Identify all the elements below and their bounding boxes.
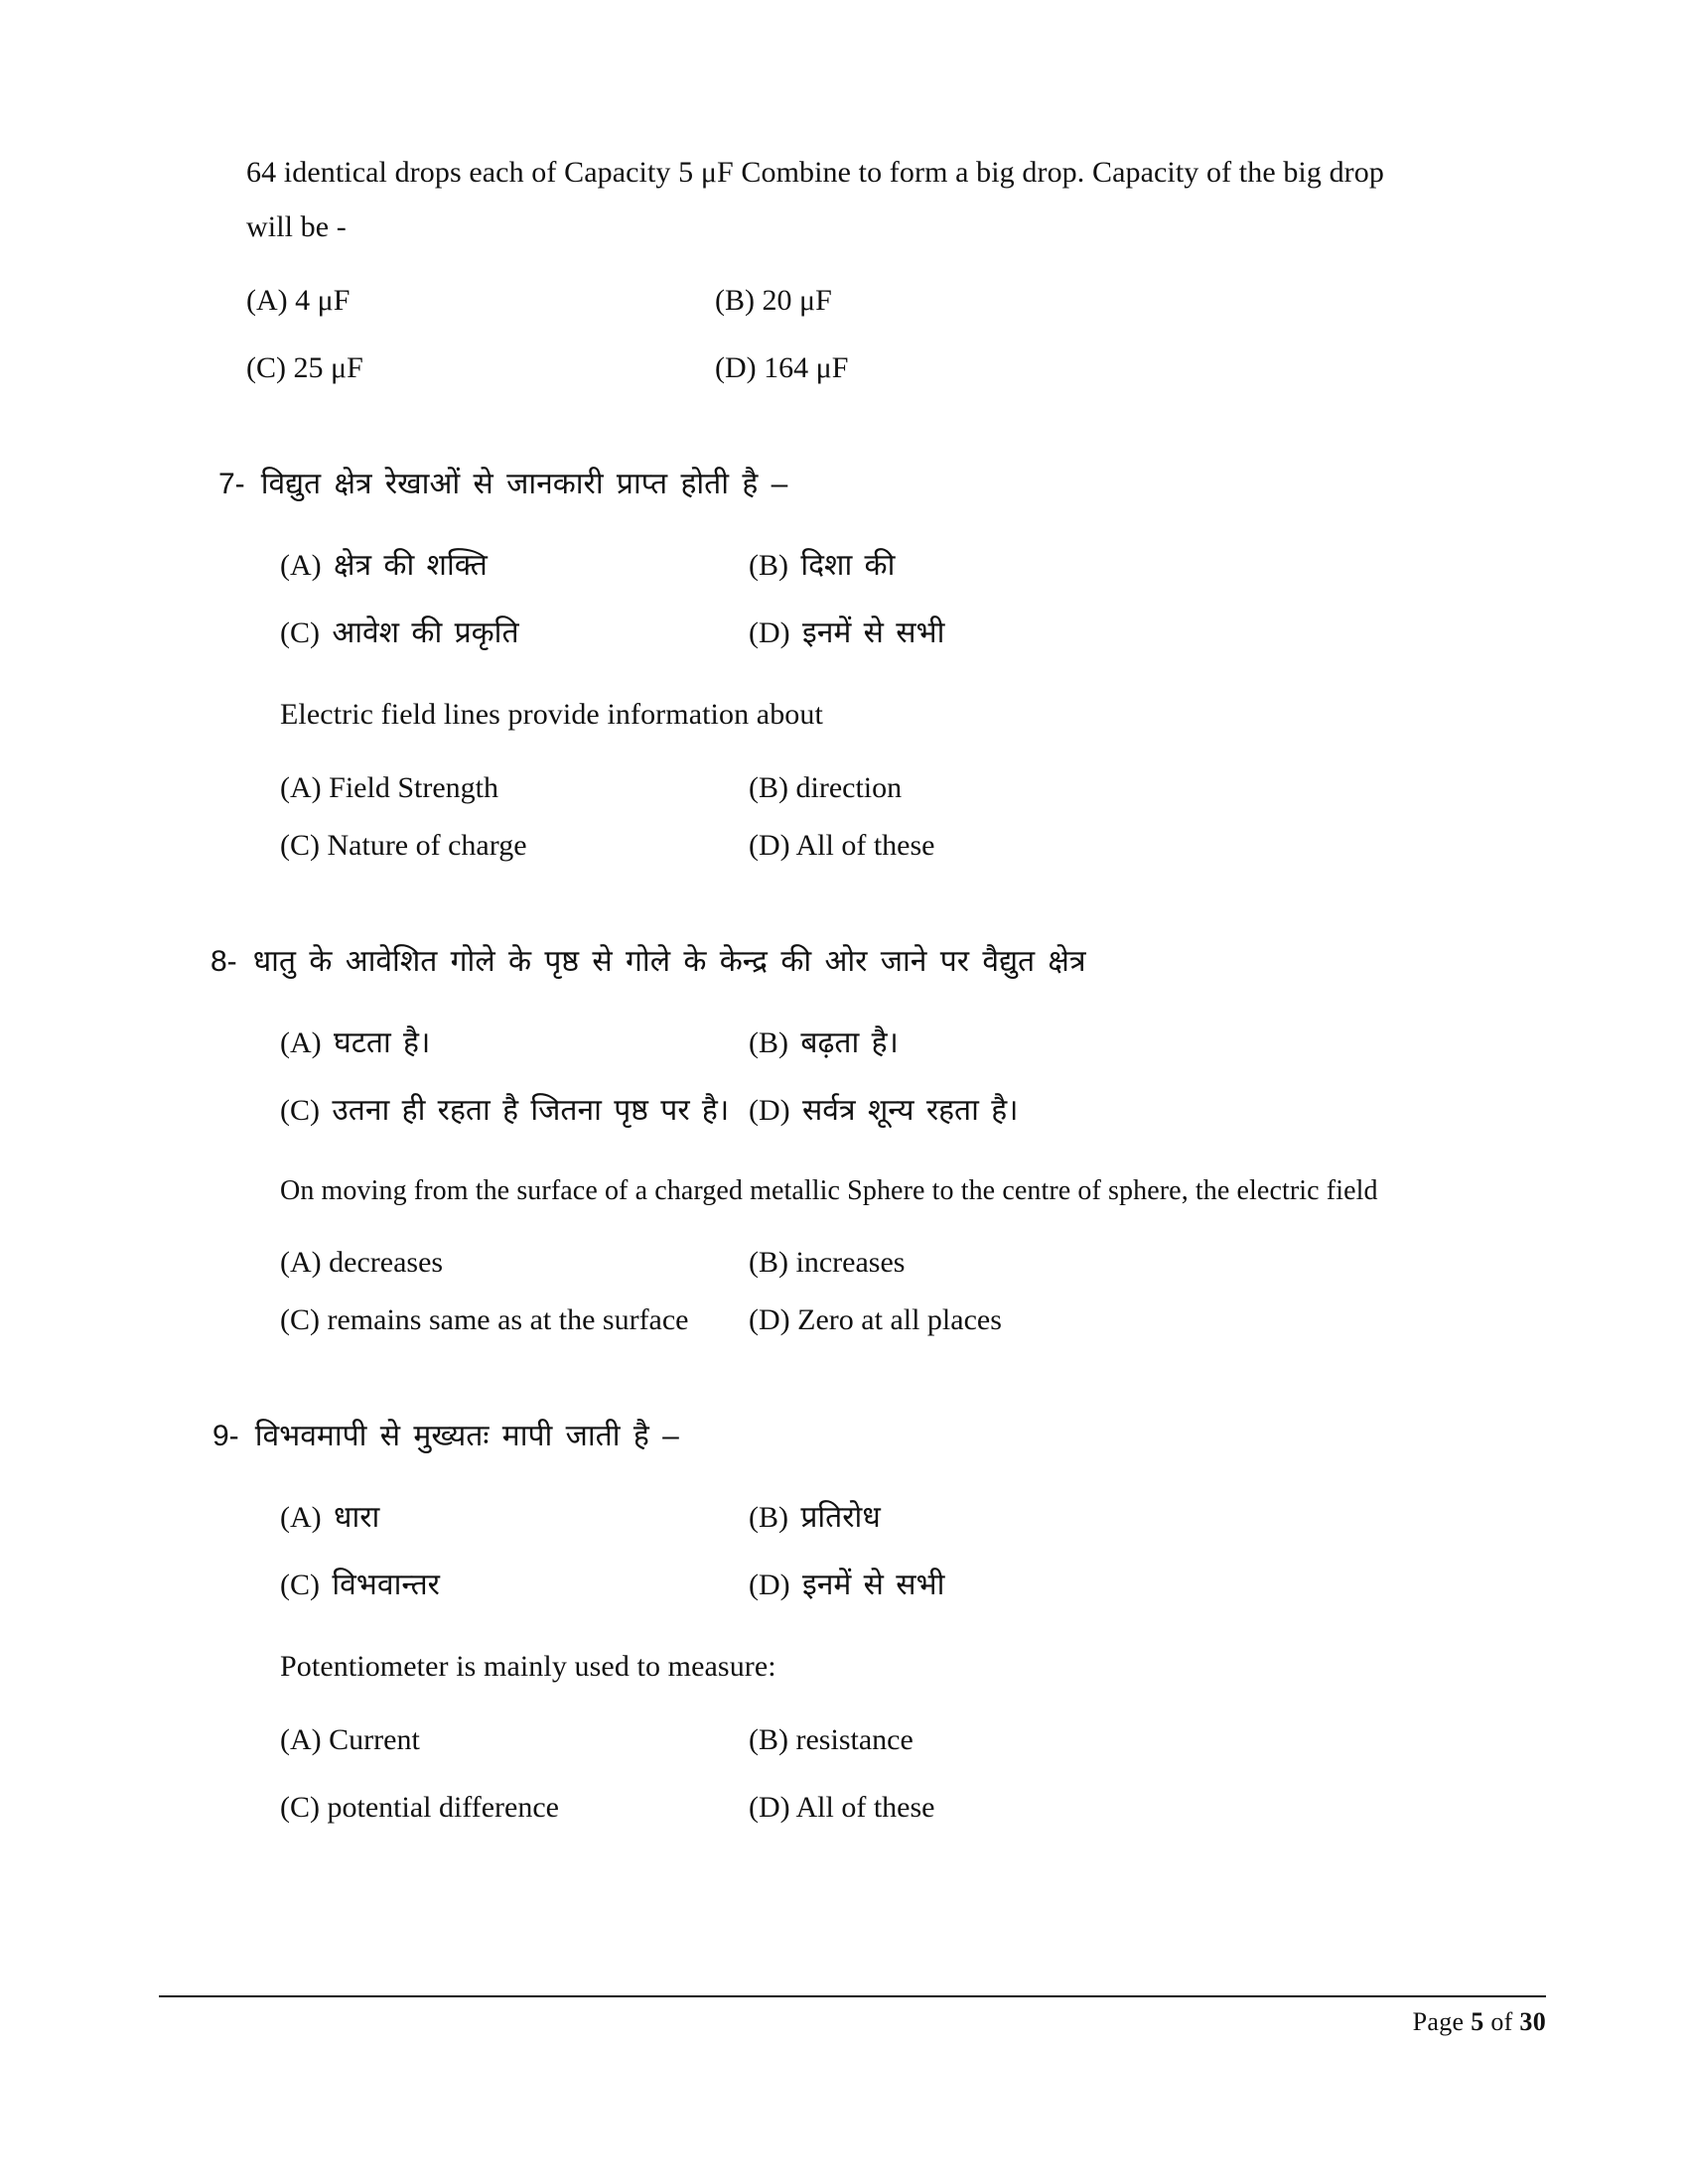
spacer (218, 508, 1468, 542)
option-text: 164 μF (764, 351, 849, 385)
question-stem-q9-en: Potentiometer is mainly used to measure: (280, 1649, 776, 1683)
option-q8-hi-d[interactable] (749, 1087, 1468, 1135)
option-label: (B) (749, 771, 788, 805)
question-stem-q8-en: On moving from the surface of a charged metallic Sphere to the centre of sphere, the electric field (280, 1174, 1378, 1206)
option-row-q8-en-ab (280, 1239, 1468, 1287)
option-label: (A) (280, 1723, 322, 1757)
option-label: (B) (749, 548, 788, 582)
option-label: (C) (280, 1568, 320, 1601)
option-q9-hi-d[interactable] (749, 1562, 1468, 1609)
option-text: 4 μF (295, 284, 351, 318)
option-label: (A) (280, 1246, 322, 1280)
option-label: (B) (715, 284, 755, 318)
option-q7-hi-a[interactable] (280, 542, 749, 590)
option-q7-en-d[interactable] (749, 822, 1468, 870)
question-number-q7: 7- (218, 468, 245, 501)
option-q9-hi-a[interactable] (280, 1494, 749, 1542)
spacer (280, 590, 1468, 610)
footer-of-label: of (1490, 2007, 1513, 2036)
option-row-q7-hi-cd (280, 610, 1468, 657)
option-label: (A) (280, 548, 322, 582)
footer-page-label: Page (1412, 2007, 1465, 2036)
option-row-q8-hi-ab (280, 1020, 1468, 1067)
option-label: (D) (749, 1303, 790, 1337)
question-stem-q6-line1: 64 identical drops each of Capacity 5 μF Combine to form a big drop. Capacity of the big drop (246, 156, 1384, 189)
option-q6-b[interactable] (715, 277, 1468, 325)
option-text: विभवान्तर (332, 1568, 440, 1601)
question-stem-q9-hi (212, 1414, 1468, 1460)
spacer (280, 1067, 1468, 1087)
option-label: (B) (749, 1246, 788, 1280)
option-q7-hi-d[interactable] (749, 610, 1468, 657)
question-stem-q7-en: Electric field lines provide information about (280, 697, 823, 731)
option-label: (B) (749, 1500, 788, 1534)
option-text: बढ़ता है। (800, 1025, 899, 1059)
option-label: (A) (280, 1500, 322, 1534)
spacer (280, 1609, 1468, 1643)
option-q6-a[interactable] (246, 277, 715, 325)
spacer (280, 1219, 1468, 1239)
spacer (280, 1135, 1468, 1168)
option-text: धारा (334, 1500, 380, 1534)
footer-page-indicator (1413, 2007, 1546, 2037)
option-text: दिशा की (800, 548, 896, 582)
spacer (212, 1460, 1468, 1494)
spacer (246, 257, 1468, 277)
spacer (280, 812, 1468, 822)
option-text: 20 μF (762, 284, 832, 318)
spacer (280, 657, 1468, 691)
option-label: (A) (280, 1025, 322, 1059)
option-q7-en-b[interactable] (749, 764, 1468, 812)
option-q7-en-a[interactable] (280, 764, 749, 812)
option-q9-hi-c[interactable] (280, 1562, 749, 1609)
spacer (246, 325, 1468, 344)
option-q8-hi-b[interactable] (749, 1020, 1468, 1067)
option-row-q8-hi-cd (280, 1087, 1468, 1135)
option-q6-c[interactable] (246, 344, 715, 392)
option-q7-hi-b[interactable] (749, 542, 1468, 590)
spacer (280, 1764, 1468, 1784)
option-label: (C) (246, 351, 286, 385)
footer-total-pages: 30 (1519, 2007, 1546, 2036)
spacer (280, 1287, 1468, 1297)
option-q8-en-c[interactable] (280, 1297, 749, 1344)
option-text: direction (795, 771, 903, 805)
option-text: potential difference (327, 1791, 559, 1825)
option-row-q6-cd (246, 344, 1468, 392)
question-text-q7-hi: विद्युत क्षेत्र रेखाओं से जानकारी प्राप्त होती है – (260, 468, 788, 501)
question-block-q8 (211, 939, 1468, 1344)
spacer (280, 745, 1468, 764)
option-q6-d[interactable] (715, 344, 1468, 392)
question-block-q7 (218, 462, 1468, 870)
option-q9-en-a[interactable] (280, 1716, 749, 1764)
question-block-q6 (246, 149, 1468, 392)
question-number-q8: 8- (211, 945, 237, 979)
question-text-q8-hi: धातु के आवेशित गोले के पृष्ठ से गोले के केन्द्र की ओर जाने पर वैद्युत क्षेत्र (252, 945, 1086, 979)
option-text: Field Strength (329, 771, 498, 805)
option-label: (C) (280, 615, 320, 649)
option-text: सर्वत्र शून्य रहता है। (802, 1093, 1019, 1127)
option-label: (D) (749, 1093, 790, 1127)
question-text-q9-hi: विभवमापी से मुख्यतः मापी जाती है – (254, 1420, 679, 1453)
question-stem-q7-hi (218, 462, 1468, 508)
option-text: इनमें से सभी (802, 615, 945, 649)
option-q8-hi-c[interactable] (280, 1087, 749, 1135)
option-label: (B) (749, 1025, 788, 1059)
option-label: (A) (280, 771, 322, 805)
question-block-q9 (212, 1414, 1468, 1832)
option-q8-en-a[interactable] (280, 1239, 749, 1287)
option-row-q9-hi-cd (280, 1562, 1468, 1609)
option-label: (D) (749, 829, 790, 863)
option-label: (C) (280, 1791, 320, 1825)
option-q8-en-d[interactable] (749, 1297, 1468, 1344)
option-q9-hi-b[interactable] (749, 1494, 1468, 1542)
option-text: Current (329, 1723, 420, 1757)
question-stem-q8-hi (211, 939, 1468, 986)
option-text: resistance (795, 1723, 914, 1757)
option-text: decreases (329, 1246, 444, 1280)
option-label: (D) (749, 615, 790, 649)
option-label: (A) (246, 284, 288, 318)
option-q9-en-c[interactable] (280, 1784, 749, 1832)
option-text: उतना ही रहता है जितना पृष्ठ पर है। (332, 1093, 730, 1127)
option-row-q8-en-cd (280, 1297, 1468, 1344)
spacer (211, 986, 1468, 1020)
option-q9-en-d[interactable] (749, 1784, 1468, 1832)
option-text: increases (795, 1246, 906, 1280)
options-q9-hi (280, 1494, 1468, 1833)
option-label: (D) (715, 351, 757, 385)
option-q7-en-c[interactable] (280, 822, 749, 870)
option-text: All of these (795, 829, 935, 863)
option-row-q7-en-ab (280, 764, 1468, 812)
spacer (280, 1697, 1468, 1716)
option-label: (D) (749, 1568, 790, 1601)
option-row-q9-hi-ab (280, 1494, 1468, 1542)
option-text: इनमें से सभी (802, 1568, 945, 1601)
option-row-q9-en-ab (280, 1716, 1468, 1764)
footer-page-number: 5 (1471, 2007, 1484, 2036)
footer-divider (159, 1995, 1546, 1997)
option-q7-hi-c[interactable] (280, 610, 749, 657)
option-text: क्षेत्र की शक्ति (334, 548, 488, 582)
option-text: घटता है। (334, 1025, 431, 1059)
spacer (280, 1542, 1468, 1562)
option-text: Nature of charge (327, 829, 527, 863)
option-row-q7-hi-ab (280, 542, 1468, 590)
option-label: (B) (749, 1723, 788, 1757)
option-q8-hi-a[interactable] (280, 1020, 749, 1067)
page-content (211, 149, 1468, 1832)
spacer (246, 1344, 1468, 1414)
question-number-q9: 9- (212, 1420, 239, 1453)
option-label: (C) (280, 829, 320, 863)
option-text: remains same as at the surface (327, 1303, 689, 1337)
option-text: प्रतिरोध (800, 1500, 881, 1534)
option-row-q7-en-cd (280, 822, 1468, 870)
option-q8-en-b[interactable] (749, 1239, 1468, 1287)
option-text: All of these (795, 1791, 935, 1825)
option-label: (C) (280, 1093, 320, 1127)
option-text: Zero at all places (797, 1303, 1002, 1337)
question-stem-q6-line2: will be - (246, 209, 347, 243)
option-text: 25 μF (293, 351, 363, 385)
option-row-q6-ab (246, 277, 1468, 325)
option-q9-en-b[interactable] (749, 1716, 1468, 1764)
option-text: आवेश की प्रकृति (332, 615, 519, 649)
options-q8-hi (280, 1020, 1468, 1344)
option-label: (D) (749, 1791, 790, 1825)
option-label: (C) (280, 1303, 320, 1337)
options-q7-hi (280, 542, 1468, 871)
option-row-q9-en-cd (280, 1784, 1468, 1832)
spacer (246, 392, 1468, 462)
spacer (246, 870, 1468, 939)
